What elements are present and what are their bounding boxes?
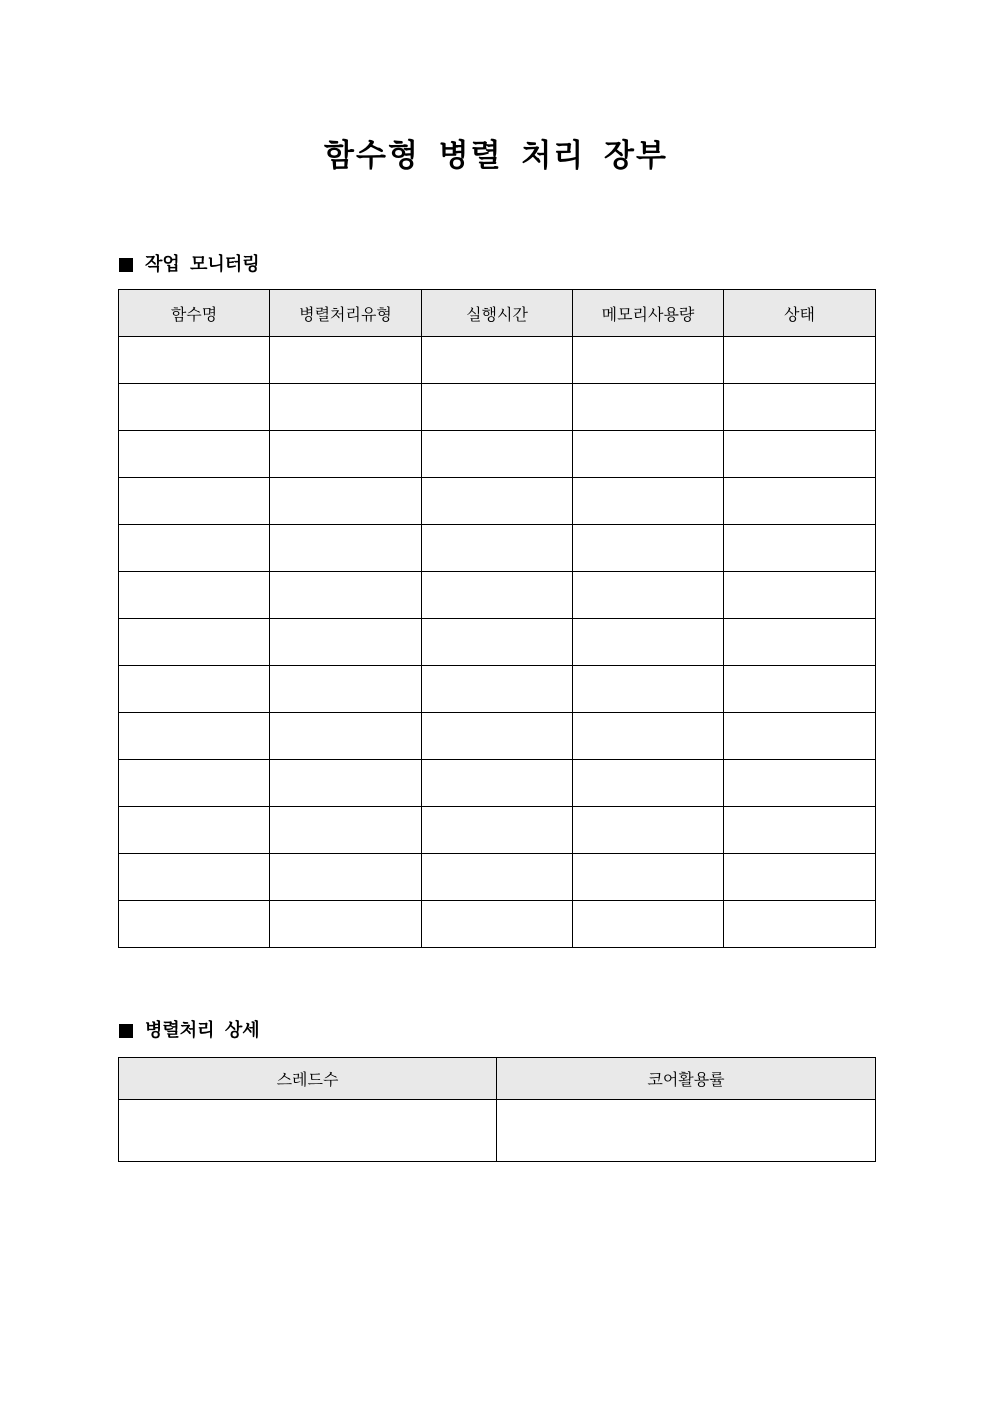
table-cell[interactable] [119,854,270,901]
table-cell[interactable] [573,666,724,713]
table-cell[interactable] [724,478,876,525]
table-cell[interactable] [573,619,724,666]
table-row [119,666,876,713]
section-heading-detail [119,1018,260,1044]
table-row [119,901,876,948]
table-cell[interactable] [270,337,422,384]
table-cell[interactable] [573,807,724,854]
table-cell[interactable] [724,807,876,854]
table-cell[interactable] [270,666,422,713]
table-cell[interactable] [119,901,270,948]
table-header-row [119,290,876,337]
column-header-core-utilization: 코어활용률 [497,1058,876,1100]
table-cell[interactable] [422,337,573,384]
table-cell[interactable] [270,384,422,431]
square-bullet-icon [119,258,133,272]
table-cell[interactable] [724,901,876,948]
table-cell[interactable] [422,854,573,901]
table-cell[interactable] [119,478,270,525]
table-cell[interactable] [724,760,876,807]
table-cell[interactable] [119,384,270,431]
section-heading-label: 병렬처리 상세 [145,1020,260,1041]
table-cell[interactable] [422,478,573,525]
table-cell[interactable] [573,760,724,807]
table-cell[interactable] [422,525,573,572]
table-cell[interactable] [724,525,876,572]
table-cell[interactable] [270,525,422,572]
table-cell[interactable] [573,901,724,948]
table-cell[interactable] [724,854,876,901]
table-cell[interactable] [573,431,724,478]
square-bullet-icon [119,1024,133,1038]
table-cell[interactable] [270,572,422,619]
table-cell[interactable] [724,713,876,760]
table-cell[interactable] [270,619,422,666]
table-cell[interactable] [724,666,876,713]
table-row [119,854,876,901]
table-row [119,1100,876,1162]
table-cell[interactable] [422,384,573,431]
table-cell[interactable] [573,713,724,760]
section-heading-label: 작업 모니터링 [145,254,260,275]
table-cell[interactable] [422,713,573,760]
table-cell[interactable] [422,619,573,666]
table-cell[interactable] [724,384,876,431]
table-cell[interactable] [270,807,422,854]
table-cell[interactable] [119,337,270,384]
table-cell[interactable] [119,760,270,807]
table-cell[interactable] [422,760,573,807]
table-header-row [119,1058,876,1100]
table-row [119,384,876,431]
detail-table [118,1057,876,1162]
table-cell[interactable] [573,525,724,572]
table-row [119,337,876,384]
table-cell[interactable] [270,760,422,807]
table-cell[interactable] [270,478,422,525]
table-cell[interactable] [119,572,270,619]
column-header-thread-count: 스레드수 [119,1058,497,1100]
table-cell[interactable] [119,807,270,854]
column-header-execution-time: 실행시간 [422,290,573,337]
table-row [119,478,876,525]
table-cell[interactable] [497,1100,876,1162]
table-cell[interactable] [422,807,573,854]
table-row [119,431,876,478]
table-cell[interactable] [724,572,876,619]
table-row [119,525,876,572]
table-cell[interactable] [270,713,422,760]
table-cell[interactable] [573,384,724,431]
table-cell[interactable] [422,572,573,619]
monitoring-table [118,289,876,948]
table-cell[interactable] [119,525,270,572]
column-header-memory-usage: 메모리사용량 [573,290,724,337]
column-header-function-name: 함수명 [119,290,270,337]
table-row [119,572,876,619]
table-cell[interactable] [119,1100,497,1162]
table-cell[interactable] [422,901,573,948]
table-row [119,807,876,854]
detail-table-body [119,1100,876,1162]
table-cell[interactable] [270,854,422,901]
column-header-parallel-type: 병렬처리유형 [270,290,422,337]
table-cell[interactable] [119,619,270,666]
table-cell[interactable] [119,431,270,478]
monitoring-table-body [119,337,876,948]
table-cell[interactable] [270,901,422,948]
table-row [119,760,876,807]
section-heading-monitoring [119,252,260,278]
table-row [119,713,876,760]
table-cell[interactable] [573,572,724,619]
table-cell[interactable] [119,713,270,760]
table-row [119,619,876,666]
table-cell[interactable] [724,337,876,384]
table-cell[interactable] [573,478,724,525]
table-cell[interactable] [422,431,573,478]
table-cell[interactable] [573,337,724,384]
table-cell[interactable] [119,666,270,713]
table-cell[interactable] [270,431,422,478]
column-header-status: 상태 [724,290,876,337]
table-cell[interactable] [573,854,724,901]
document-title: 함수형 병렬 처리 장부 [324,138,668,174]
table-cell[interactable] [422,666,573,713]
table-cell[interactable] [724,431,876,478]
table-cell[interactable] [724,619,876,666]
